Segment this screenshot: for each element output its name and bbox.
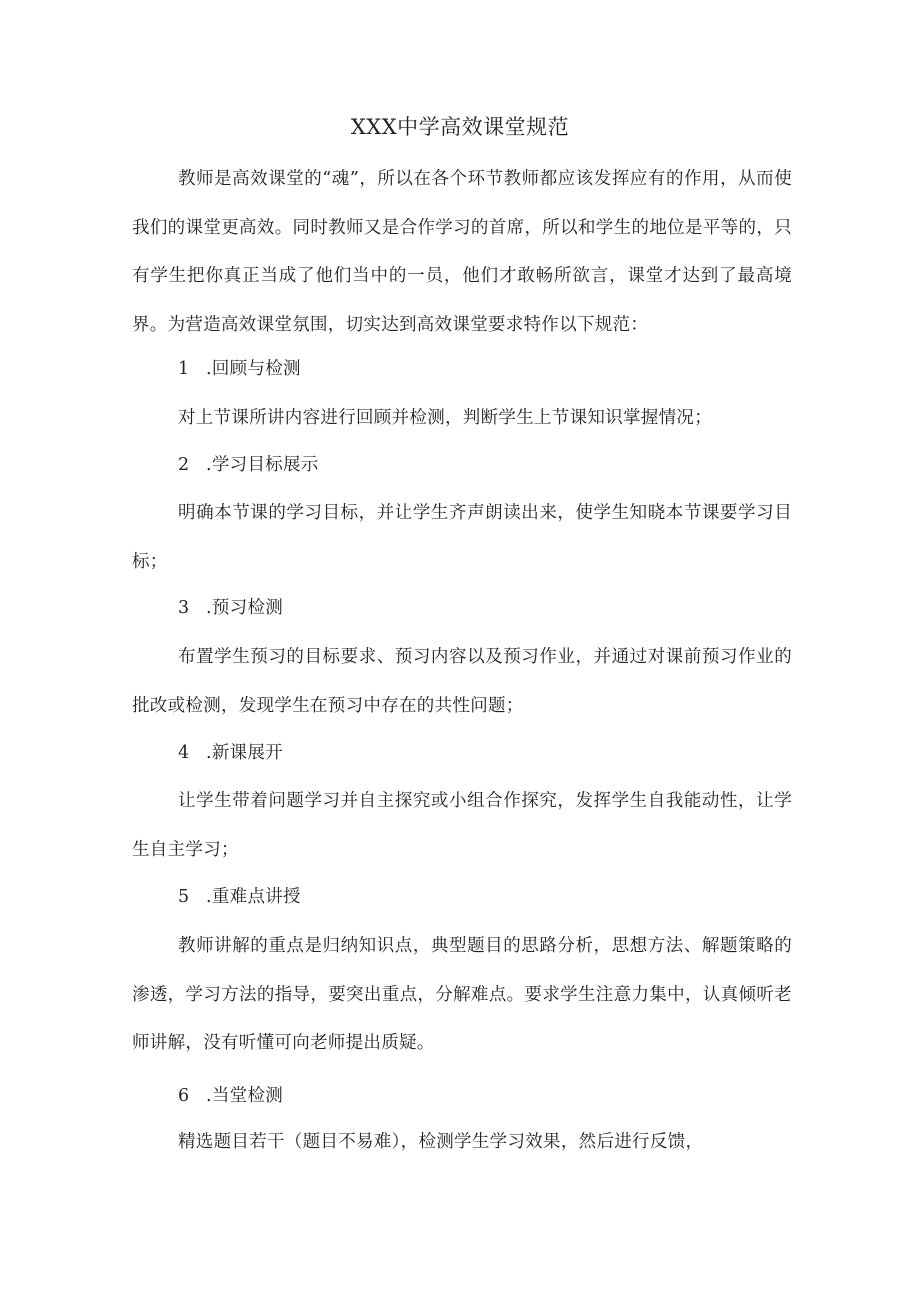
section-number: 3 bbox=[178, 598, 190, 618]
section-paragraph-5: 教师讲解的重点是归纳知识点，典型题目的思路分析，思想方法、解题策略的渗透，学习方法的指导，要突出重点，分解难点。要求学生注意力集中，认真倾听老师讲解，没有听懂可向老师提出质疑。 bbox=[132, 936, 792, 1053]
section-heading-2 bbox=[178, 450, 319, 480]
section-number: 4 bbox=[178, 743, 190, 763]
section-paragraph-1: 对上节课所讲内容进行回顾并检测，判断学生上节课知识掌握情况； bbox=[178, 408, 712, 428]
section-paragraph-3: 布置学生预习的目标要求、预习内容以及预习作业，并通过对课前预习作业的批改或检测，发现学生在预习中存在的共性问题； bbox=[132, 647, 792, 716]
intro-paragraph: 教师是高效课堂的“魂”，所以在各个环节教师都应该发挥应有的作用，从而使我们的课堂更高效。同时教师又是合作学习的首席，所以和学生的地位是平等的，只有学生把你真正当成了他们当中的一员，他们才敢畅所欲言，课堂才达到了最高境界。为营造高效课堂氛围，切实达到高效课堂要求特作以下规范： bbox=[132, 169, 792, 335]
section-title: .重难点讲授 bbox=[206, 887, 301, 907]
page-title: XXX中学高效课堂规范 bbox=[350, 115, 570, 139]
section-paragraph-6: 精选题目若干（题目不易难），检测学生学习效果，然后进行反馈， bbox=[178, 1132, 704, 1152]
section-heading-5 bbox=[178, 882, 301, 912]
section-title: .当堂检测 bbox=[206, 1086, 284, 1106]
section-title: .预习检测 bbox=[206, 598, 284, 618]
section-heading-6 bbox=[178, 1081, 283, 1111]
section-title: .学习目标展示 bbox=[206, 455, 319, 475]
section-number: 6 bbox=[178, 1086, 190, 1106]
section-number: 1 bbox=[178, 359, 190, 379]
section-heading-3 bbox=[178, 593, 283, 623]
section-number: 5 bbox=[178, 887, 190, 907]
section-paragraph-2: 明确本节课的学习目标，并让学生齐声朗读出来，使学生知晓本节课要学习目标； bbox=[132, 503, 792, 572]
section-title: .回顾与检测 bbox=[206, 359, 301, 379]
section-number: 2 bbox=[178, 455, 190, 475]
section-title: .新课展开 bbox=[206, 743, 284, 763]
section-paragraph-4: 让学生带着问题学习并自主探究或小组合作探究，发挥学生自我能动性，让学生自主学习； bbox=[132, 791, 792, 860]
section-heading-4 bbox=[178, 738, 283, 768]
section-heading-1 bbox=[178, 354, 301, 384]
